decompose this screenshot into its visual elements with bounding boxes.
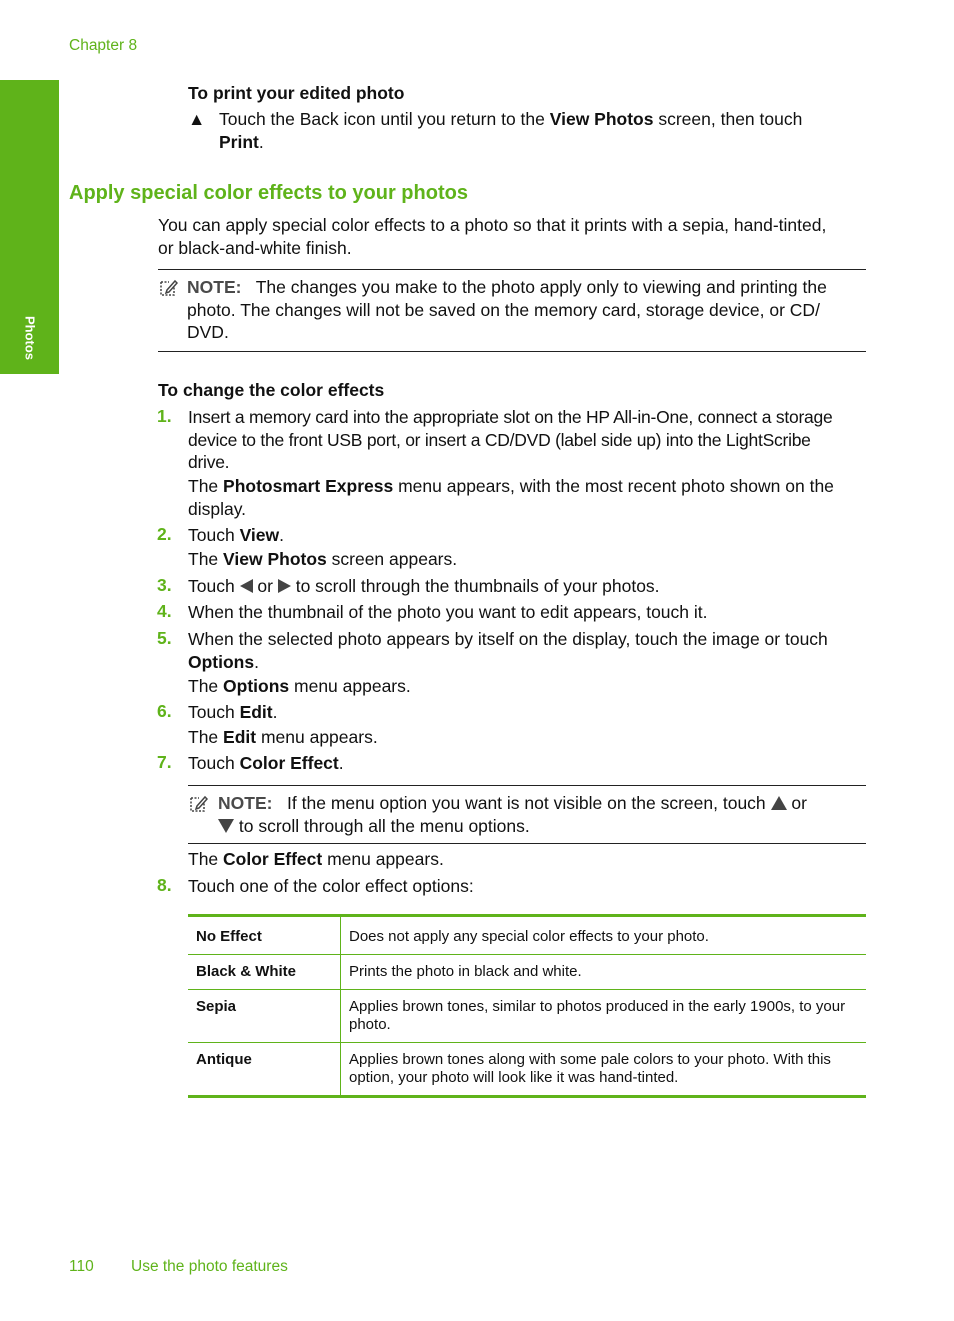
effect-description: Prints the photo in black and white. xyxy=(341,955,867,990)
effect-name: Sepia xyxy=(188,990,341,1043)
effect-description: Applies brown tones, similar to photos produced in the early 1900s, to your photo. xyxy=(341,990,867,1043)
side-tab-label: Photos xyxy=(22,315,38,361)
note-pencil-icon xyxy=(188,794,208,814)
step-5-result: The Options menu appears. xyxy=(188,676,411,696)
note-text: NOTE: The changes you make to the photo apply only to viewing and printing the photo. The changes will not be saved on the memory card, storage device, or CD/ DVD. xyxy=(187,277,827,342)
color-effect-result: The Color Effect menu appears. xyxy=(188,849,444,869)
table-row xyxy=(188,955,866,990)
effect-description: Applies brown tones along with some pale colors to your photo. With this option, your photo will look like it was hand-tinted. xyxy=(349,1051,831,1086)
step-number: 5. xyxy=(157,628,172,648)
procedure-heading: To change the color effects xyxy=(158,380,385,400)
up-arrow-icon xyxy=(771,796,787,810)
step-2-text: Touch View. xyxy=(188,525,285,545)
step-2-result: The View Photos screen appears. xyxy=(188,549,458,569)
print-instruction: Touch the Back icon until you return to the View Photos screen, then touch Print. xyxy=(219,109,803,152)
page-number: 110 xyxy=(69,1258,94,1275)
print-bullet: ▲ xyxy=(188,109,206,129)
step-number: 1. xyxy=(157,406,172,426)
effect-name: Black & White xyxy=(188,955,341,990)
down-arrow-icon xyxy=(218,819,234,833)
step-3-text: Touch or to scroll through the thumbnails of your photos. xyxy=(188,576,660,596)
note-pencil-icon xyxy=(158,278,178,298)
effect-description: Does not apply any special color effects to your photo. xyxy=(341,916,867,955)
step-1-text: Insert a memory card into the appropriate slot on the HP All-in-One, connect a storage device to the front USB port, or insert a CD/DVD (label side up) into the LightScribe drive. xyxy=(188,407,833,472)
step-number: 8. xyxy=(157,875,172,895)
step-1-result: The Photosmart Express menu appears, with the most recent photo shown on the display. xyxy=(188,476,834,519)
table-row xyxy=(188,990,866,1043)
step-8-text: Touch one of the color effect options: xyxy=(188,876,474,896)
step-number: 7. xyxy=(157,752,172,772)
step-6-text: Touch Edit. xyxy=(188,702,278,722)
step-5-text: When the selected photo appears by itself on the display, touch the image or touch Options. xyxy=(188,629,828,672)
effect-name: No Effect xyxy=(188,916,341,955)
step-6-result: The Edit menu appears. xyxy=(188,727,378,747)
step-number: 3. xyxy=(157,575,172,595)
step-number: 4. xyxy=(157,601,172,621)
table-row xyxy=(188,1043,866,1097)
step-number: 2. xyxy=(157,524,172,544)
step-4-text: When the thumbnail of the photo you want to edit appears, touch it. xyxy=(188,602,708,622)
effect-name: Antique xyxy=(188,1043,341,1097)
step-7-text: Touch Color Effect. xyxy=(188,753,344,773)
note-label: NOTE: xyxy=(218,793,273,813)
note-label: NOTE: xyxy=(187,277,242,297)
left-arrow-icon xyxy=(240,579,253,593)
right-arrow-icon xyxy=(278,579,291,593)
footer-title: Use the photo features xyxy=(131,1258,288,1275)
step-number: 6. xyxy=(157,701,172,721)
chapter-header: Chapter 8 xyxy=(69,37,138,54)
section-intro: You can apply special color effects to a photo so that it prints with a sepia, hand-tinted, or black-and-white finish. xyxy=(158,215,827,258)
color-effects-table xyxy=(188,914,866,1098)
section-title: Apply special color effects to your photos xyxy=(69,182,468,204)
note-2-text: NOTE: If the menu option you want is not visible on the screen, touch or to scroll through all the menu options. xyxy=(218,793,807,836)
print-heading: To print your edited photo xyxy=(188,83,405,103)
table-row xyxy=(188,916,866,955)
